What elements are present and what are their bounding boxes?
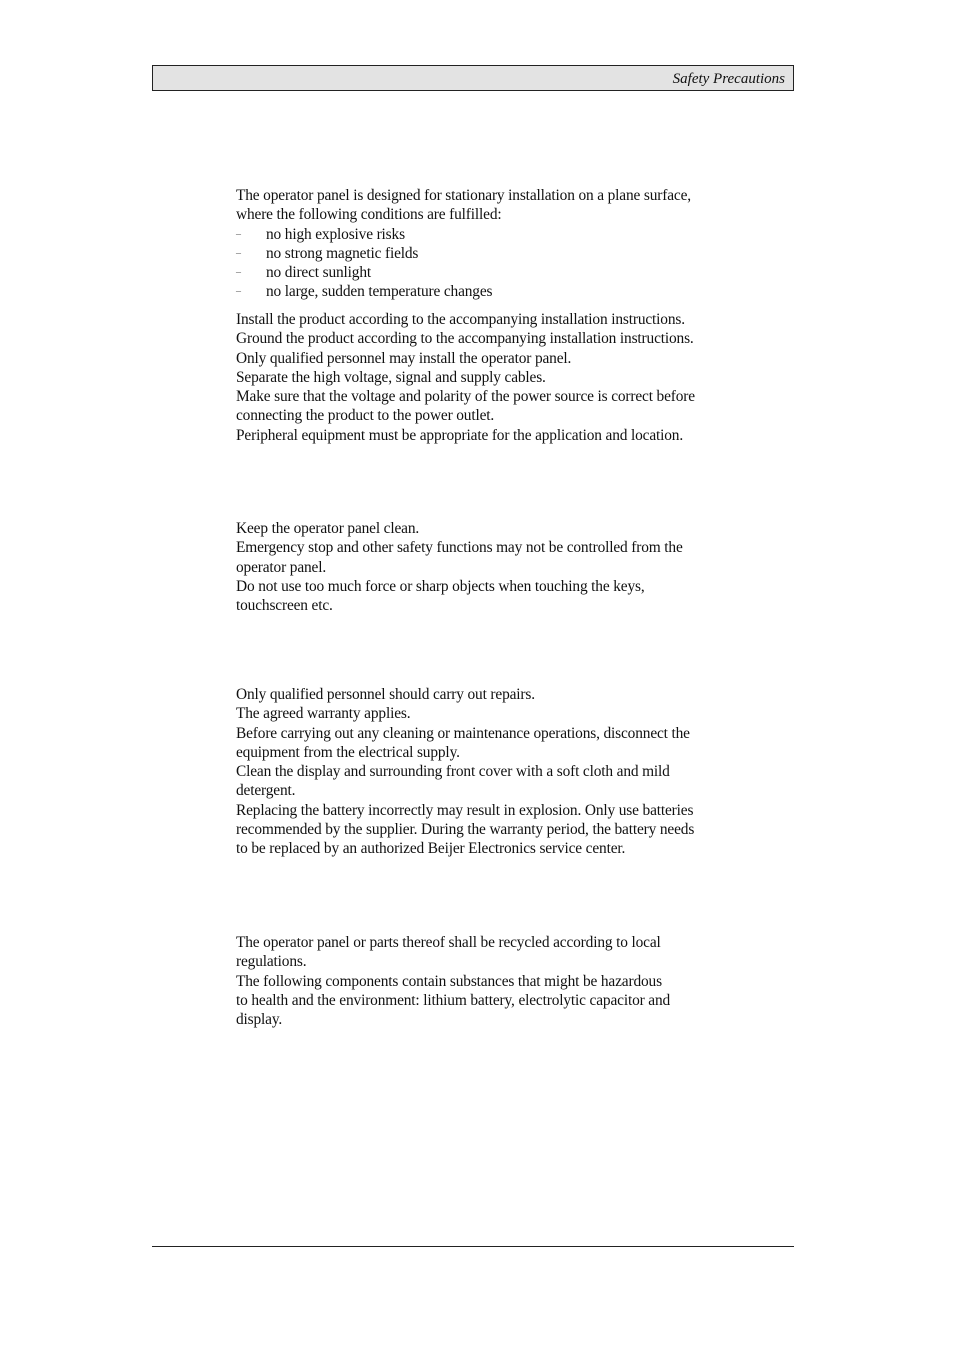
paragraph-line: recommended by the supplier. During the warranty period, the battery needs xyxy=(236,821,695,839)
list-item-text: no direct sunlight xyxy=(266,264,372,282)
dismantling-section xyxy=(236,933,756,1029)
list-item xyxy=(236,244,756,263)
list-item-text: no large, sudden temperature changes xyxy=(266,283,493,301)
page-header-bar xyxy=(152,65,794,91)
dash-bullet-icon: – xyxy=(236,286,241,298)
paragraph-line: to be replaced by an authorized Beijer Electronics service center. xyxy=(236,840,626,858)
paragraph-line: equipment from the electrical supply. xyxy=(236,743,460,761)
paragraph-line: Replacing the battery incorrectly may result in explosion. Only use batteries xyxy=(236,801,694,819)
list-item xyxy=(236,282,756,301)
paragraph-line: Clean the display and surrounding front cover with a soft cloth and mild xyxy=(236,763,670,781)
installation-section xyxy=(236,186,756,302)
paragraph-line: to health and the environment: lithium battery, electrolytic capacitor and xyxy=(236,991,671,1009)
paragraph-line: Keep the operator panel clean. xyxy=(236,520,420,537)
list-item-text: no high explosive risks xyxy=(266,225,405,243)
paragraph-line: The operator panel or parts thereof shall be recycled according to local xyxy=(236,934,661,951)
dash-bullet-icon: – xyxy=(236,228,241,240)
paragraph-line: where the following conditions are fulfilled: xyxy=(236,206,502,224)
paragraph-line: Make sure that the voltage and polarity of the power source is correct before xyxy=(236,388,695,406)
paragraph-line: regulations. xyxy=(236,953,307,971)
paragraph-line: Ground the product according to the accompanying installation instructions. xyxy=(236,330,694,348)
footer-rule xyxy=(152,1246,794,1247)
list-item xyxy=(236,263,756,282)
list-item-text: no strong magnetic fields xyxy=(266,244,419,262)
paragraph-line: Separate the high voltage, signal and supply cables. xyxy=(236,368,546,386)
page-header-title: Safety Precautions xyxy=(672,71,785,87)
paragraph-line: The following components contain substances that might be hazardous xyxy=(236,972,662,990)
paragraph-line: The agreed warranty applies. xyxy=(236,705,411,723)
paragraph-line: Install the product according to the accompanying installation instructions. xyxy=(236,311,685,328)
conditions-list xyxy=(236,225,756,302)
paragraph-line: touchscreen etc. xyxy=(236,597,333,615)
dash-bullet-icon: – xyxy=(236,267,241,279)
paragraph-line: Before carrying out any cleaning or maintenance operations, disconnect the xyxy=(236,724,690,742)
paragraph-line: Emergency stop and other safety functions may not be controlled from the xyxy=(236,539,683,557)
installation-instructions xyxy=(236,310,756,445)
operation-section xyxy=(236,519,756,615)
paragraph-line: Peripheral equipment must be appropriate for the application and location. xyxy=(236,426,684,444)
paragraph-line: Do not use too much force or sharp objects when touching the keys, xyxy=(236,577,645,595)
dash-bullet-icon: – xyxy=(236,247,241,259)
list-item xyxy=(236,225,756,244)
service-section xyxy=(236,685,756,859)
paragraph-line: Only qualified personnel should carry out repairs. xyxy=(236,686,535,703)
paragraph-line: The operator panel is designed for stationary installation on a plane surface, xyxy=(236,187,691,204)
paragraph-line: Only qualified personnel may install the operator panel. xyxy=(236,349,572,367)
paragraph-line: display. xyxy=(236,1011,283,1029)
paragraph-line: detergent. xyxy=(236,782,296,800)
paragraph-line: operator panel. xyxy=(236,558,327,576)
paragraph-line: connecting the product to the power outlet. xyxy=(236,407,495,425)
